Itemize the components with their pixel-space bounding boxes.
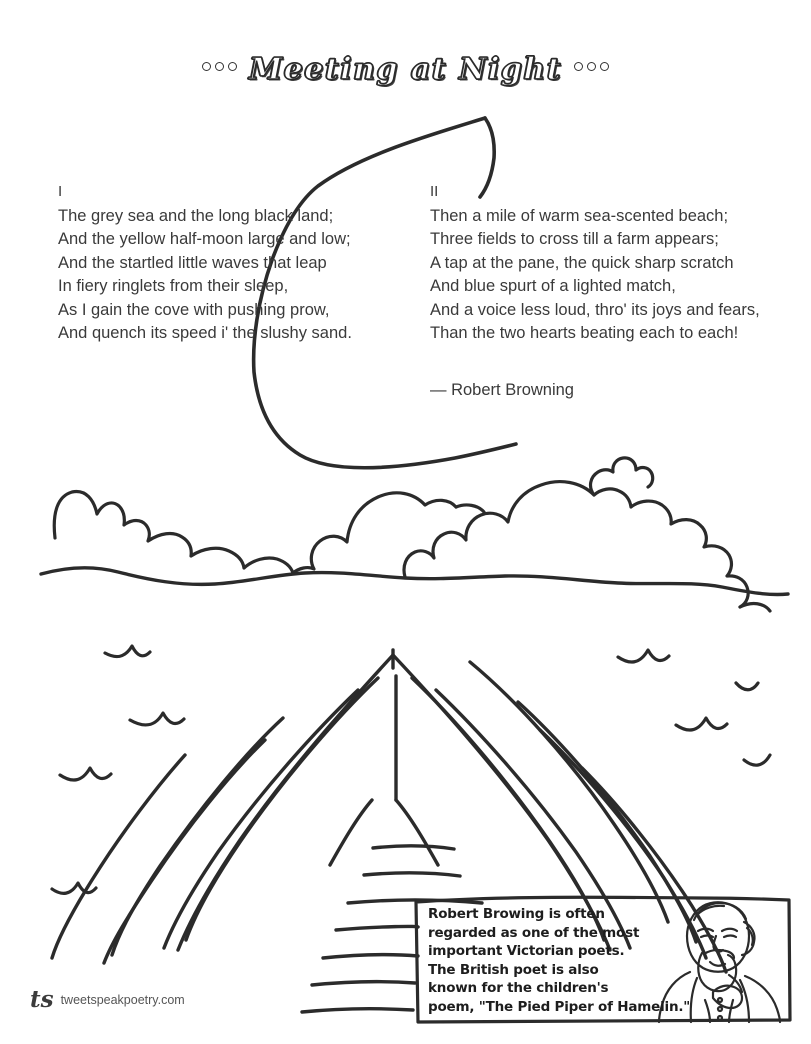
poem-line: Than the two hearts beating each to each!: [430, 324, 739, 342]
poem-title-text: Meeting at Night: [248, 52, 563, 87]
sea-waves: [52, 646, 770, 893]
note-line: known for the children's: [428, 980, 609, 996]
poem-line: And quench its speed i' the slushy sand.: [58, 324, 352, 342]
poem-line: The grey sea and the long black land;: [58, 206, 334, 225]
poem-stanza-2: [430, 180, 760, 346]
cloud-left: [54, 492, 484, 573]
stanza-numeral-1: I: [58, 183, 63, 200]
tweetspeak-logo: ts: [30, 986, 54, 1013]
title-dots-left: [200, 58, 239, 76]
poem-line: And the startled little waves that leap: [58, 253, 327, 272]
note-line: important Victorian poets.: [428, 943, 625, 959]
stanza-numeral-2: II: [430, 183, 439, 200]
note-line: poem, "The Pied Piper of Hamelin.": [428, 998, 691, 1015]
biography-note-box: [415, 897, 790, 1020]
biography-note-text: [428, 905, 691, 1016]
footer-url-text[interactable]: tweetspeakpoetry.com: [60, 992, 185, 1007]
poem-line: And the yellow half-moon large and low;: [58, 230, 351, 248]
title-dots-right: [572, 58, 611, 76]
poem-stanza-1: [58, 180, 352, 346]
note-line: regarded as one of the most: [428, 924, 640, 941]
horizon-line: [41, 568, 788, 595]
footer-branding: [30, 988, 185, 1011]
poem-line: As I gain the cove with pushing prow,: [58, 300, 330, 319]
poem-line: In fiery ringlets from their sleep,: [58, 277, 289, 295]
note-line: The British poet is also: [428, 961, 599, 978]
cloud-right: [404, 458, 770, 611]
page-title: [0, 52, 811, 92]
poem-line: Three fields to cross till a farm appears;: [430, 230, 719, 248]
poem-line: A tap at the pane, the quick sharp scratch: [430, 253, 734, 272]
poem-attribution: — Robert Browning: [430, 381, 574, 399]
poem-line: Then a mile of warm sea-scented beach;: [430, 206, 729, 225]
poem-line: And blue spurt of a lighted match,: [430, 277, 676, 295]
note-line: Robert Browing is often: [428, 906, 605, 922]
poem-line: And a voice less loud, thro' its joys and fears,: [430, 300, 760, 319]
